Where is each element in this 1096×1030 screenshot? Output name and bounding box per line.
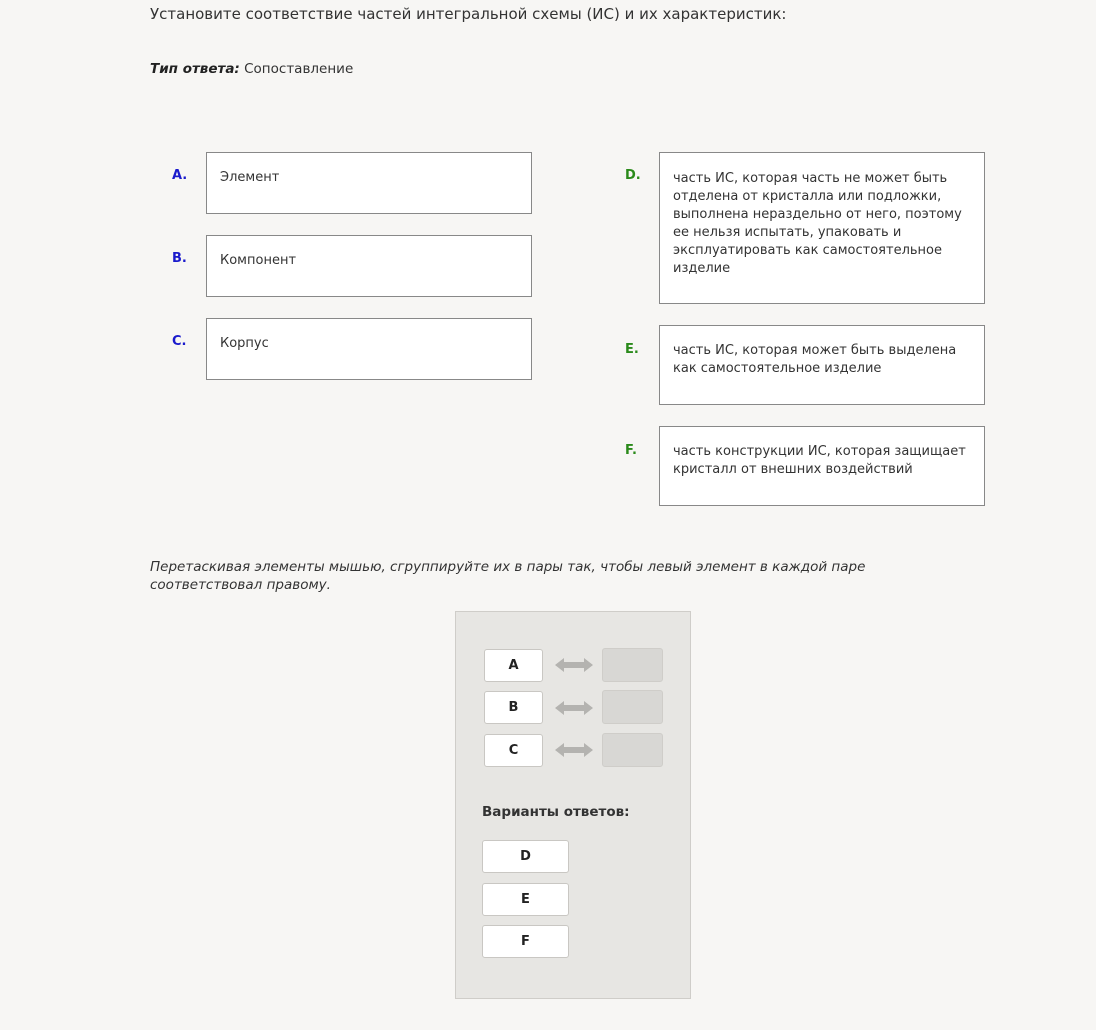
left-item-text: Корпус (220, 336, 269, 351)
double-arrow-icon (555, 700, 593, 716)
right-item-letter: F. (625, 443, 637, 458)
matching-panel (455, 611, 691, 999)
pair-left-tile-b: B (484, 691, 543, 724)
left-item-letter: C. (172, 334, 187, 349)
right-item-box (659, 426, 985, 506)
right-item-box (659, 152, 985, 304)
drop-slot-b[interactable] (602, 690, 663, 724)
left-item-text: Элемент (220, 170, 280, 185)
left-item-letter: A. (172, 168, 188, 183)
option-tile-e[interactable]: E (482, 883, 569, 916)
variants-title: Варианты ответов: (482, 804, 630, 820)
right-item-letter: D. (625, 168, 641, 183)
left-item-letter: B. (172, 251, 187, 266)
answer-type-value: Сопоставление (244, 61, 354, 77)
instruction-text: Перетаскивая элементы мышью, сгруппируйте их в пары так, чтобы левый элемент в каждой паре соответствовал правому. (150, 559, 866, 593)
option-tile-f[interactable]: F (482, 925, 569, 958)
right-item-text: часть конструкции ИС, которая защищает кристалл от внешних воздействий (673, 444, 966, 477)
pair-left-tile-c: C (484, 734, 543, 767)
double-arrow-icon (555, 657, 593, 673)
right-item-letter: E. (625, 342, 639, 357)
drop-slot-a[interactable] (602, 648, 663, 682)
left-item-text: Компонент (220, 253, 297, 268)
option-tile-d[interactable]: D (482, 840, 569, 873)
question-text: Установите соответствие частей интегральной схемы (ИС) и их характеристик: (150, 5, 787, 23)
right-item-text: часть ИС, которая может быть выделена как самостоятельное изделие (673, 343, 957, 376)
pair-left-tile-a: A (484, 649, 543, 682)
right-item-box (659, 325, 985, 405)
right-item-text: часть ИС, которая часть не может быть отделена от кристалла или подложки, выполнена нераздельно от него, поэтому ее нельзя испытать, упаковать и эксплуатировать как самостоятельное изделие (673, 171, 962, 276)
drop-slot-c[interactable] (602, 733, 663, 767)
left-item-box (206, 152, 532, 214)
left-item-box (206, 235, 532, 297)
answer-type (150, 61, 353, 77)
answer-type-label: Тип ответа: (150, 61, 240, 77)
double-arrow-icon (555, 742, 593, 758)
left-item-box (206, 318, 532, 380)
